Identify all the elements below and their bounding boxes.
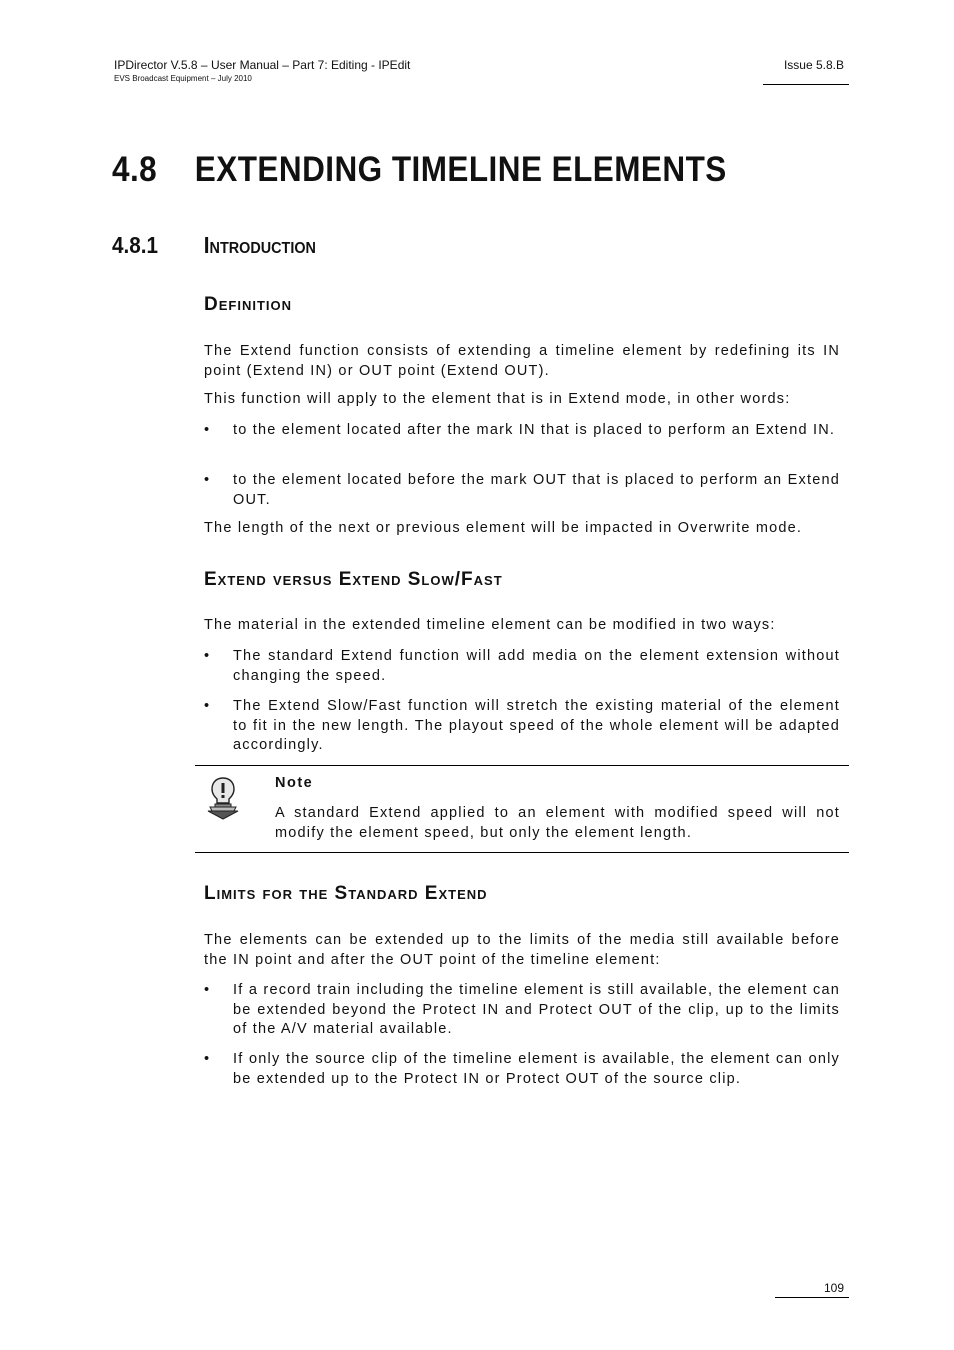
definition-bullet-1 [204,421,840,441]
bullet-text: to the element located before the mark OUT that is placed to perform an Extend OUT. [233,472,840,508]
section-number: 4.8 [112,150,158,189]
bullet-text: to the element located after the mark IN that is placed to perform an Extend IN. [233,422,836,438]
note-text: A standard Extend applied to an element with modified speed will not modify the element speed, but only the element length. [275,805,840,841]
footer-rule [775,1297,849,1298]
page-number: 109 [823,1281,844,1295]
limits-bullet-2 [204,1050,840,1089]
header-title: IPDirector V.5.8 – User Manual – Part 7: Editing - IPEdit [114,58,411,72]
bullet-icon: • [204,698,211,714]
definition-heading: Definition [204,294,292,315]
bullet-icon: • [204,982,211,998]
extend-versus-paragraph: The material in the extended timeline element can be modified in two ways: [204,617,776,633]
subsection-heading [112,232,316,259]
bullet-text: The Extend Slow/Fast function will stretch the existing material of the element to fit in the new length. The playout speed of the whole element will be adapted accordingly. [233,698,840,753]
definition-bullet-2 [204,471,840,510]
bullet-text: If a record train including the timeline element is still available, the element can be extended beyond the Protect IN and Protect OUT of the clip, up to the limits of the A/V material available. [233,982,840,1037]
limits-bullet-1 [204,981,840,1040]
bullet-icon: • [204,422,211,438]
extend-versus-bullet-1 [204,647,840,686]
definition-paragraph-3: The length of the next or previous element will be impacted in Overwrite mode. [204,520,803,536]
bullet-text: The standard Extend function will add media on the element extension without changing the speed. [233,648,840,684]
note-title: Note [275,775,314,791]
subsection-title: Introduction [203,232,316,258]
bullet-icon: • [204,472,211,488]
limits-paragraph: The elements can be extended up to the limits of the media still available before the IN point and after the OUT point of the timeline element: [204,932,840,968]
definition-paragraph-1: The Extend function consists of extending a timeline element by redefining its IN point (Extend IN) or OUT point (Extend OUT). [204,343,840,379]
header-rule [763,84,849,85]
note-top-rule [195,765,849,766]
section-heading [112,150,727,190]
header-subtitle: EVS Broadcast Equipment – July 2010 [114,74,252,83]
extend-versus-heading: Extend versus Extend Slow/Fast [204,569,503,590]
definition-paragraph-2: This function will apply to the element that is in Extend mode, in other words: [204,391,791,407]
header-issue: Issue 5.8.B [783,58,844,72]
note-pin-icon [205,776,241,820]
subsection-number: 4.8.1 [112,232,159,258]
bullet-text: If only the source clip of the timeline element is available, the element can only be extended up to the Protect IN or Protect OUT of the source clip. [233,1051,840,1087]
bullet-icon: • [204,1051,211,1067]
extend-versus-bullet-2 [204,697,840,756]
bullet-icon: • [204,648,211,664]
section-title: EXTENDING TIMELINE ELEMENTS [194,150,727,189]
limits-heading: Limits for the Standard Extend [204,883,488,904]
header-left [114,58,410,84]
note-bottom-rule [195,852,849,853]
